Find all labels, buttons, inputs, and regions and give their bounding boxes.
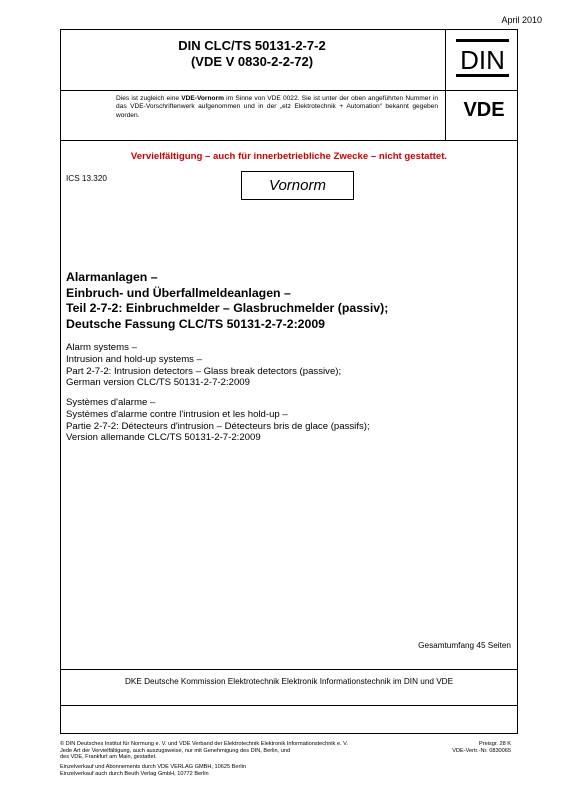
divider-line [61,140,517,141]
reproduction-notice: Vervielfältigung – auch für innerbetriebliche Zwecke – nicht gestattet. [130,151,448,162]
price-info [452,741,511,754]
title-line: Partie 2-7-2: Détecteurs d'intrusion – Détecteurs bris de glace (passifs); [66,420,370,432]
ics-code: ICS 13.320 [66,174,107,183]
copyright-line: Jede Art der Vervielfältigung, auch auszugsweise, nur mit Genehmigung des DIN, Berlin, und [60,747,291,754]
logo-column-divider [445,30,446,140]
divider-line [61,669,517,670]
din-logo-text: DIN [460,45,505,75]
vde-vornorm-notice: Dies ist zugleich eine VDE-Vornorm im Sinne von VDE 0022. Sie ist unter der oben angeführten Nummer in das VDE-Vorschriftenwerk aufgenommen und in der „etz Elektrotechnik + Automation“ bekannt gegeben worden. [116,95,438,119]
sales-line: Einzelverkauf und Abonnements durch VDE VERLAG GMBH, 10625 Berlin [60,764,246,770]
title-line: Systèmes d'alarme – [66,397,156,408]
copyright-line: des VDE, Frankfurt am Main, gestattet. [60,754,157,761]
title-line: Deutsche Fassung CLC/TS 50131-2-7-2:2009 [66,316,326,331]
divider-line [61,705,517,706]
vde-logo [452,99,516,119]
title-line: Part 2-7-2: Intrusion detectors – Glass break detectors (passive); [66,365,342,377]
document-type-label: Vornorm [269,177,326,194]
title-line: German version CLC/TS 50131-2-7-2:2009 [66,377,250,389]
standard-number-block [60,38,444,70]
title-english [66,342,506,389]
vde-order-number: VDE-Vertr.-Nr. 0830065 [452,747,511,754]
document-type-box [241,171,354,200]
price-group: Preisgr. 28 K [478,741,511,747]
total-pages: Gesamtumfang 45 Seiten [418,641,511,650]
title-line: Systèmes d'alarme contre l'intrusion et les hold-up – [66,408,288,420]
title-german [66,270,506,332]
title-line: Alarm systems – [66,342,137,353]
divider-line [61,90,517,91]
copyright-notice [60,741,420,761]
publication-date: April 2010 [501,15,542,25]
title-line: Teil 2-7-2: Einbruchmelder – Glasbruchmelder (passiv); [66,301,389,315]
vde-logo-text: VDE [463,99,505,119]
title-line: Version allemande CLC/TS 50131-2-7-2:2009 [66,432,261,444]
sales-line: Einzelverkauf auch durch Beuth Verlag GmbH, 10772 Berlin [60,770,209,777]
copyright-line: © DIN Deutsches Institut für Normung e. V. und VDE Verband der Elektrotechnik Elektronik Informationstechnik e. V. [60,741,348,747]
vde-number: (VDE V 0830-2-2-72) [190,54,314,69]
title-line: Intrusion and hold-up systems – [66,353,202,365]
dke-commission: DKE Deutsche Kommission Elektrotechnik Elektronik Informationstechnik im DIN und VDE [124,677,454,686]
sales-info [60,764,246,777]
title-line: Alarmanlagen – [66,270,158,284]
din-logo [455,38,510,78]
title-line: Einbruch- und Überfallmeldeanlagen – [66,285,291,300]
title-french [66,397,506,444]
standard-number: DIN CLC/TS 50131-2-7-2 [178,38,326,53]
